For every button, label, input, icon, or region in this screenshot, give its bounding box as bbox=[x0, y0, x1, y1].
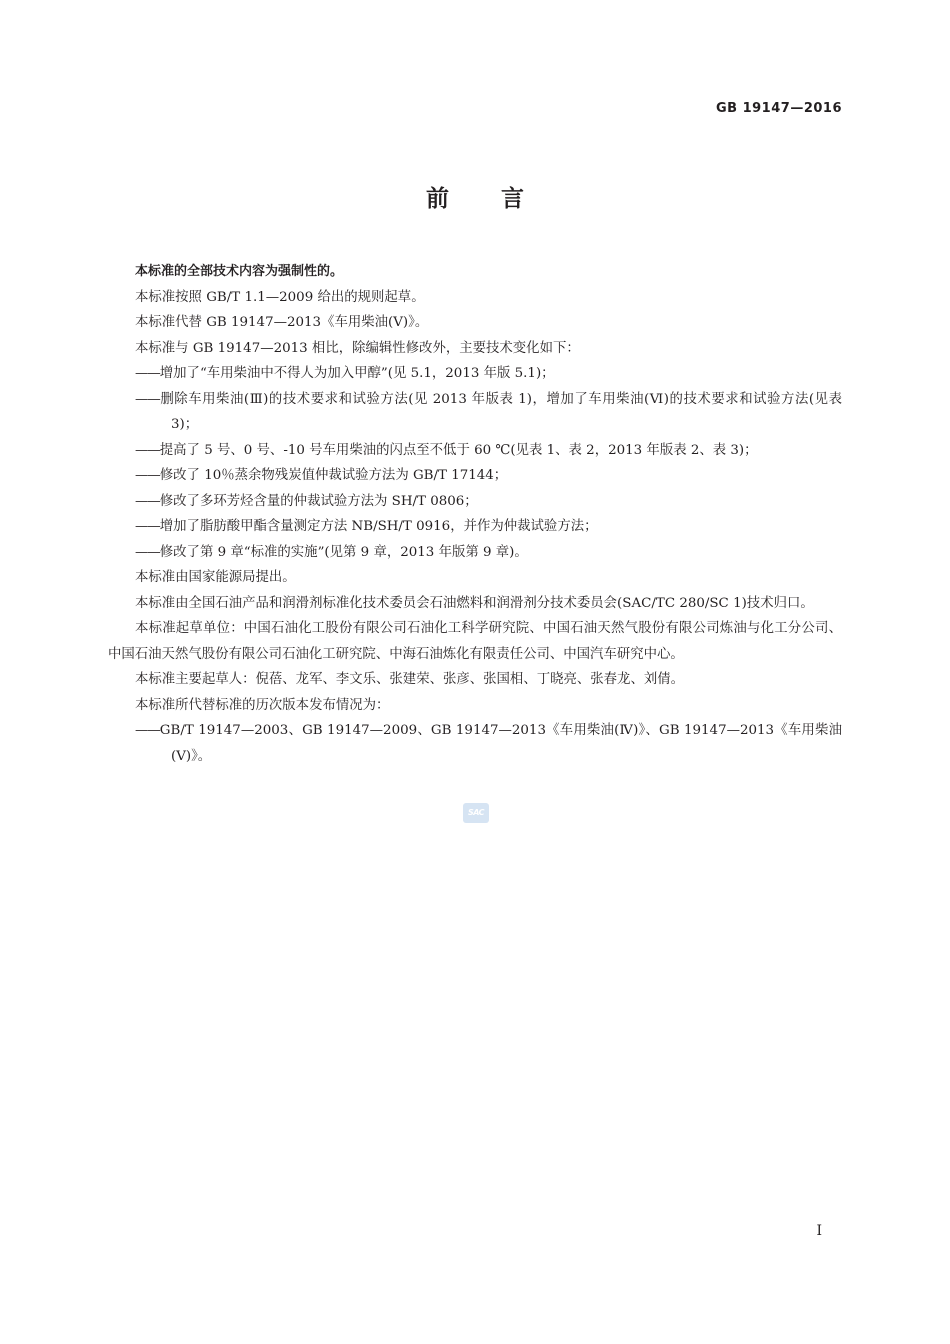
dash-mark: —— bbox=[135, 366, 160, 381]
standard-code: GB 19147—2016 bbox=[715, 101, 842, 116]
dash-mark: —— bbox=[135, 391, 160, 407]
change-item: ——提高了 5 号、0 号、-10 号车用柴油的闪点至不低于 60 ℃(见表 1、表 2，2013 年版表 2、表 3)； bbox=[135, 442, 758, 458]
committee-paragraph: 本标准由全国石油产品和润滑剂标准化技术委员会石油燃料和润滑剂分技术委员会(SAC/TC 280/SC 1)技术归口。 bbox=[135, 595, 814, 611]
page-number: Ⅰ bbox=[816, 1223, 822, 1239]
dash-mark: —— bbox=[135, 519, 160, 534]
change-item: ——增加了脂肪酸甲酯含量测定方法 NB/SH/T 0916，并作为仲裁试验方法； bbox=[135, 519, 598, 534]
dash-mark: —— bbox=[135, 493, 160, 509]
change-item: ——修改了多环芳烃含量的仲裁试验方法为 SH/T 0806； bbox=[135, 493, 478, 509]
replacement-paragraph: 本标准代替 GB 19147—2013《车用柴油(Ⅴ)》。 bbox=[135, 315, 429, 330]
changes-intro-paragraph: 本标准与 GB 19147—2013 相比，除编辑性修改外，主要技术变化如下： bbox=[135, 340, 580, 356]
dash-mark: —— bbox=[135, 544, 160, 560]
drafters-paragraph: 本标准主要起草人：倪蓓、龙军、李文乐、张建荣、张彦、张国相、丁晓亮、张春龙、刘倩。 bbox=[135, 672, 685, 687]
foreword-body bbox=[108, 259, 842, 769]
dash-mark: —— bbox=[135, 468, 160, 483]
history-intro-paragraph: 本标准所代替标准的历次版本发布情况为： bbox=[135, 697, 390, 713]
drafting-units-paragraph: 本标准起草单位：中国石油化工股份有限公司石油化工科学研究院、中国石油天然气股份有限公司炼油与化工分公司、中国石油天然气股份有限公司石油化工研究院、中海石油炼化有限责任公司、中国汽车研究中心。 bbox=[108, 621, 842, 662]
change-item: ——修改了第 9 章“标准的实施”(见第 9 章，2013 年版第 9 章)。 bbox=[135, 544, 528, 560]
dash-mark: —— bbox=[135, 442, 160, 458]
sac-watermark-logo: SAC bbox=[463, 803, 489, 823]
page-title: 前言 bbox=[426, 186, 576, 212]
history-item: ——GB/T 19147—2003、GB 19147—2009、GB 19147—2013《车用柴油(Ⅳ)》、GB 19147—2013《车用柴油(Ⅴ)》。 bbox=[135, 723, 842, 764]
change-item: ——增加了“车用柴油中不得人为加入甲醇”(见 5.1，2013 年版 5.1)； bbox=[135, 366, 555, 381]
change-item: ——修改了 10％蒸余物残炭值仲裁试验方法为 GB/T 17144； bbox=[135, 468, 508, 483]
mandatory-statement: 本标准的全部技术内容为强制性的。 bbox=[135, 264, 344, 279]
change-item: ——删除车用柴油(Ⅲ)的技术要求和试验方法(见 2013 年版表 1)，增加了车用柴油(Ⅵ)的技术要求和试验方法(见表 3)； bbox=[135, 391, 842, 432]
proposer-paragraph: 本标准由国家能源局提出。 bbox=[135, 570, 296, 585]
dash-mark: —— bbox=[135, 723, 160, 738]
drafting-rules-paragraph: 本标准按照 GB/T 1.1—2009 给出的规则起草。 bbox=[135, 289, 425, 305]
